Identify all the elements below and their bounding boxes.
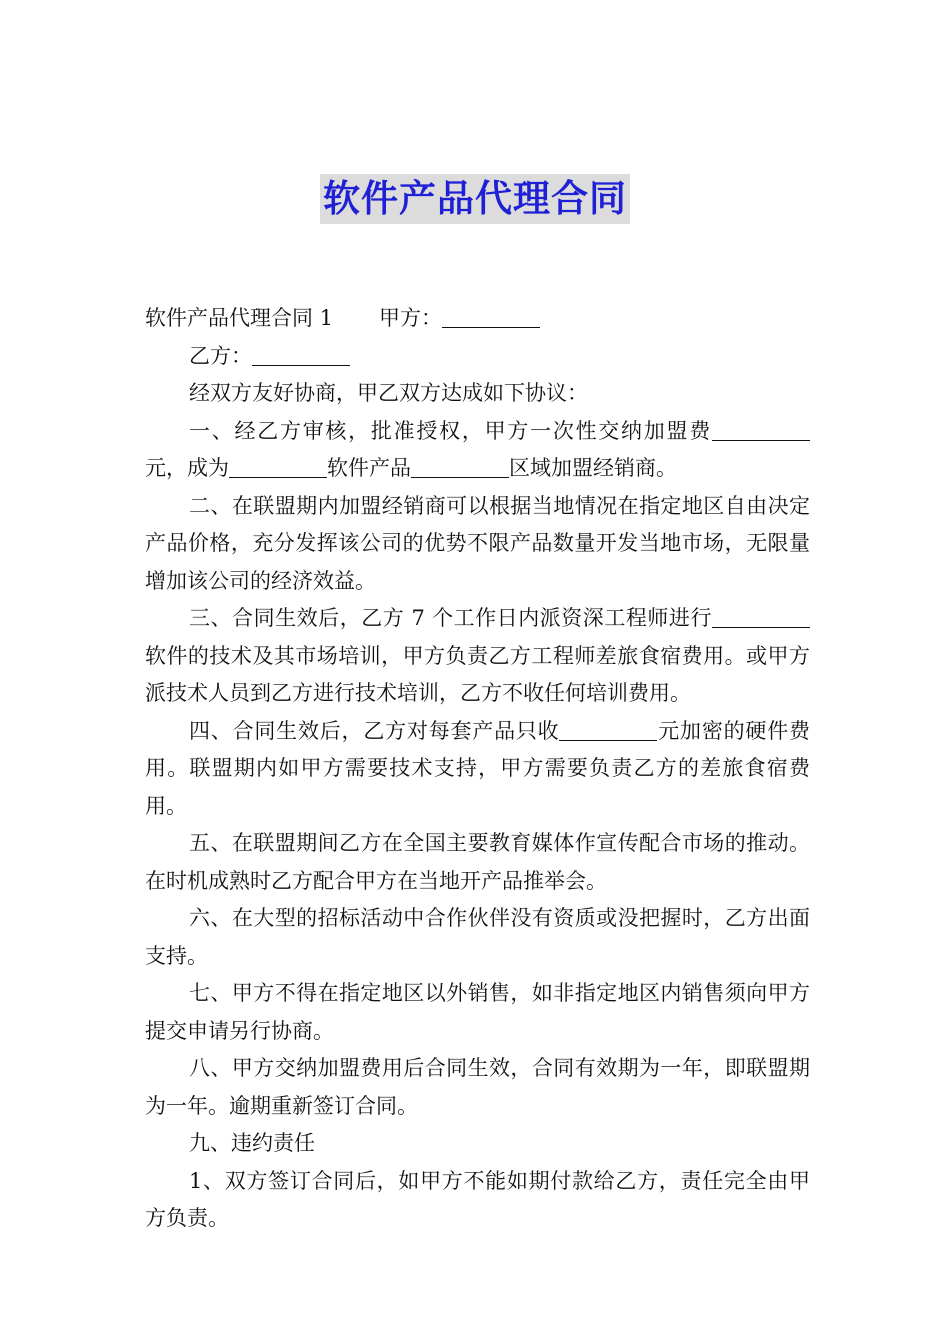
- contract-body: [145, 300, 810, 1238]
- clause-1-text-c: 软件产品: [327, 456, 411, 480]
- clause-1: [145, 413, 810, 488]
- clause-4-text-a: 四、合同生效后，乙方对每套产品只收: [189, 718, 560, 743]
- header-line: [145, 300, 810, 338]
- clause-4: [145, 713, 810, 826]
- document-title: 软件产品代理合同: [320, 174, 630, 224]
- region-blank: [411, 455, 509, 478]
- party-a-blank: [442, 305, 540, 328]
- party-b-label: 乙方：: [189, 343, 252, 368]
- franchise-fee-blank: [712, 418, 810, 441]
- clause-7: 七、甲方不得在指定地区以外销售，如非指定地区内销售须向甲方提交申请另行协商。: [145, 981, 810, 1043]
- clause-2: 二、在联盟期内加盟经销商可以根据当地情况在指定地区自由决定产品价格，充分发挥该公司的优势不限产品数量开发当地市场，无限量增加该公司的经济效益。: [145, 493, 810, 593]
- clause-8: 八、甲方交纳加盟费用后合同生效，合同有效期为一年，即联盟期为一年。逾期重新签订合同。: [145, 1056, 810, 1118]
- dealer-name-blank: [229, 455, 327, 478]
- clause-1-text-a: 一、经乙方审核，批准授权，甲方一次性交纳加盟费: [189, 418, 712, 443]
- software-blank-b: [790, 605, 810, 628]
- clause-3-text-b: 软件的技术及其市场培训，甲方负责乙方工程师差旅食宿费用。或甲方派技术人员到乙方进行技术培训，乙方不收任何培训费用。: [145, 643, 810, 705]
- hardware-fee-blank: [559, 718, 657, 741]
- software-blank-a: [712, 605, 790, 628]
- clause-6: 六、在大型的招标活动中合作伙伴没有资质或没把握时，乙方出面支持。: [145, 906, 810, 968]
- party-b-blank: [252, 343, 350, 366]
- clause-3: [145, 600, 810, 713]
- clause-4-text-b: 元加密的硬件费用。联盟期内如甲方需要技术支持，甲方需要负责乙方的差旅食宿费用。: [145, 718, 811, 818]
- clause-9-heading: 九、违约责任: [189, 1131, 315, 1155]
- clause-1-text-b: 元，成为: [145, 456, 229, 480]
- party-b-line: [145, 338, 810, 376]
- clause-3-text-a: 三、合同生效后，乙方 7 个工作日内派资深工程师进行: [189, 606, 712, 630]
- intro-paragraph: 经双方友好协商，甲乙双方达成如下协议：: [189, 381, 588, 405]
- clause-5: 五、在联盟期间乙方在全国主要教育媒体作宣传配合市场的推动。在时机成熟时乙方配合甲方在当地开产品推举会。: [145, 831, 810, 893]
- clause-1-text-d: 区域加盟经销商。: [509, 456, 677, 480]
- party-a-label: 甲方：: [379, 306, 443, 330]
- title-container: [0, 174, 950, 224]
- contract-number-label: 软件产品代理合同 1: [145, 306, 334, 330]
- clause-9-item-1: 1、双方签订合同后，如甲方不能如期付款给乙方，责任完全由甲方负责。: [145, 1168, 810, 1230]
